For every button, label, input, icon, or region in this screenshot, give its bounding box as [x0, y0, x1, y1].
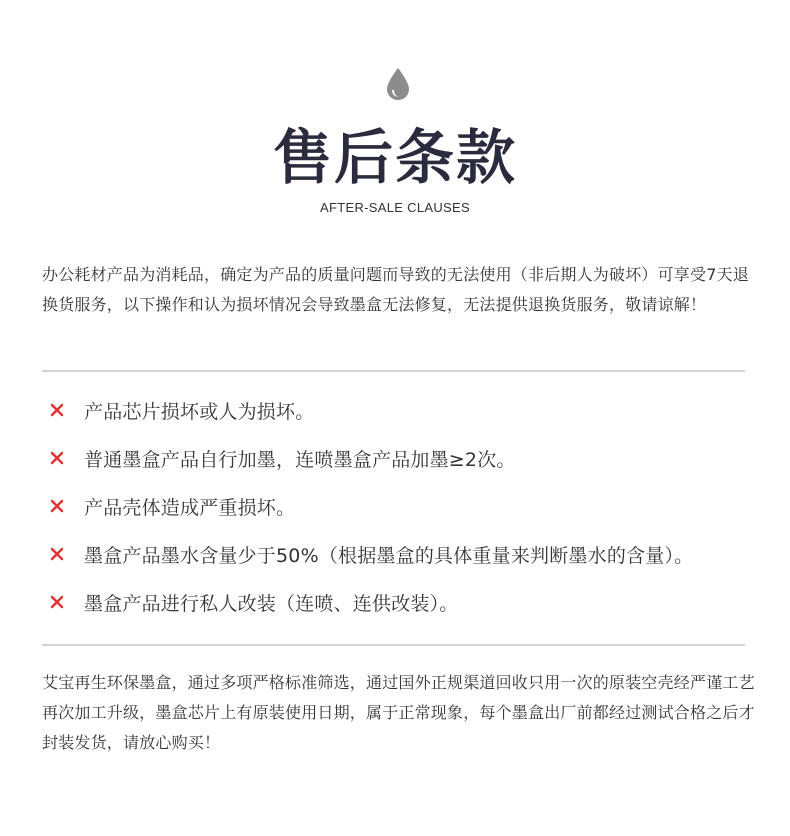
cross-icon — [46, 447, 68, 469]
clause-text: 产品芯片损坏或人为损坏。 — [84, 400, 315, 423]
clause-list — [46, 386, 766, 626]
intro-paragraph: 办公耗材产品为消耗品，确定为产品的质量问题而导致的无法使用（非后期人为破坏）可享受7天退换货服务，以下操作和认为损坏情况会导致墨盒无法修复，无法提供退换货服务，敬请谅解！ — [42, 265, 749, 314]
page-subtitle: AFTER-SALE CLAUSES — [320, 200, 470, 215]
divider-bottom — [42, 644, 745, 646]
cross-icon — [46, 495, 68, 517]
divider-top — [42, 370, 745, 372]
clause-text: 产品壳体造成严重损坏。 — [84, 496, 296, 519]
clause-text: 墨盒产品墨水含量少于50%（根据墨盒的具体重量来判断墨水的含量）。 — [84, 544, 694, 567]
cross-icon — [46, 591, 68, 613]
clause-item — [46, 530, 766, 578]
clause-item — [46, 578, 766, 626]
cross-icon — [46, 543, 68, 565]
clause-item — [46, 482, 766, 530]
outro-paragraph: 艾宝再生环保墨盒，通过多项严格标准筛选，通过国外正规渠道回收只用一次的原装空壳经严谨工艺再次加工升级，墨盒芯片上有原装使用日期，属于正常现象，每个墨盒出厂前都经过测试合格之后才封装发货，请放心购买！ — [42, 673, 755, 752]
cross-icon — [46, 399, 68, 421]
page-title: 售后条款 — [272, 123, 517, 192]
clause-item — [46, 434, 766, 482]
clause-text: 墨盒产品进行私人改装（连喷、连供改装）。 — [84, 592, 459, 615]
clause-text: 普通墨盒产品自行加墨，连喷墨盒产品加墨≥2次。 — [84, 448, 516, 471]
clause-item — [46, 386, 766, 434]
ink-drop-icon — [383, 66, 413, 102]
